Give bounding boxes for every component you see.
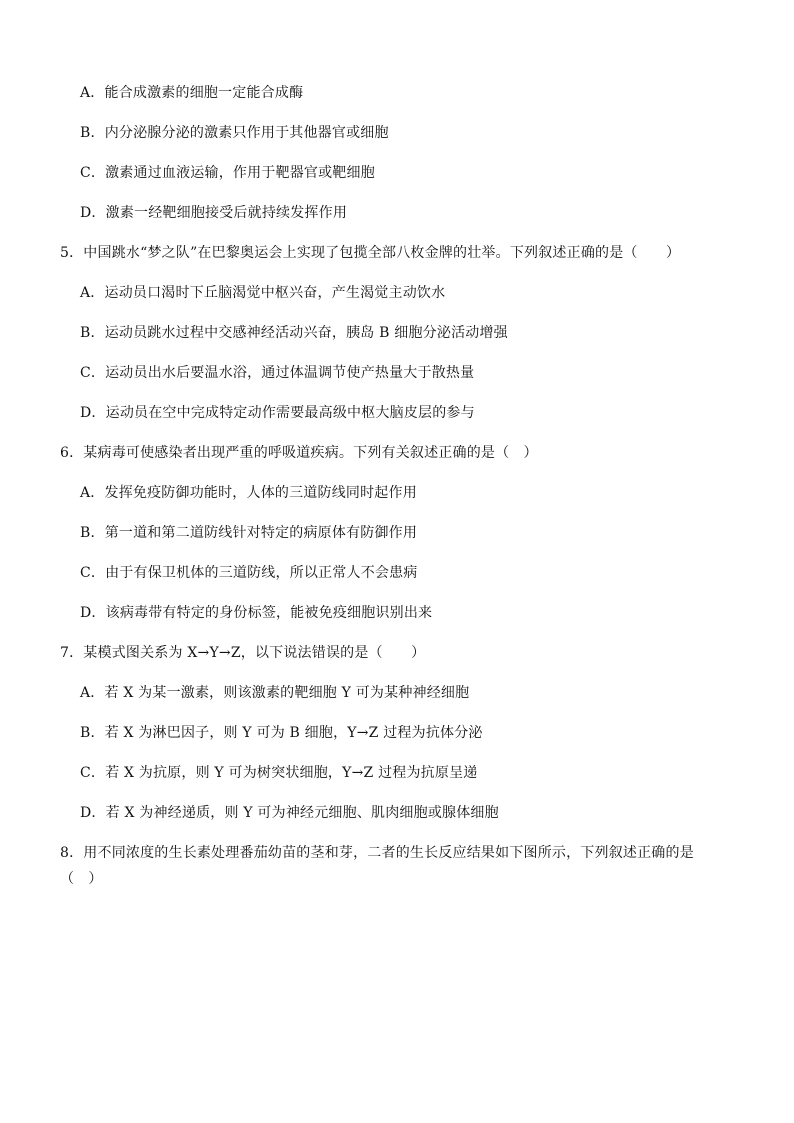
q5-option-a: A．运动员口渴时下丘脑渴觉中枢兴奋，产生渴觉主动饮水	[80, 285, 446, 301]
q6-option-a: A．发挥免疫防御功能时，人体的三道防线同时起作用	[80, 485, 417, 501]
q7-option-d: D．若 X 为神经递质，则 Y 可为神经元细胞、肌肉细胞或腺体细胞	[80, 805, 499, 821]
q5-option-b: B．运动员跳水过程中交感神经活动兴奋，胰岛 B 细胞分泌活动增强	[80, 325, 508, 341]
q7-option-c: C．若 X 为抗原，则 Y 可为树突状细胞，Y→Z 过程为抗原呈递	[80, 765, 478, 781]
q4-option-b: B．内分泌腺分泌的激素只作用于其他器官或细胞	[80, 125, 389, 141]
q6-option-c: C．由于有保卫机体的三道防线，所以正常人不会患病	[80, 565, 418, 581]
q5-option-c: C．运动员出水后要温水浴，通过体温调节使产热量大于散热量	[80, 365, 475, 381]
q6-option-b: B．第一道和第二道防线针对特定的病原体有防御作用	[80, 525, 418, 541]
q5-stem: 5．中国跳水“梦之队”在巴黎奥运会上实现了包揽全部八枚金牌的壮举。下列叙述正确的是（ ）	[60, 245, 681, 261]
q6-stem: 6．某病毒可使感染者出现严重的呼吸道疾病。下列有关叙述正确的是（ ）	[60, 445, 538, 461]
q7-stem: 7．某模式图关系为 X→Y→Z，以下说法错误的是（ ）	[60, 645, 426, 661]
q4-option-c: C．激素通过血液运输，作用于靶器官或靶细胞	[80, 165, 375, 181]
q4-option-a: A．能合成激素的细胞一定能合成酶	[80, 85, 304, 101]
q8-stem: 8．用不同浓度的生长素处理番茄幼苗的茎和芽，二者的生长反应结果如下图所示，下列叙述正确的是	[60, 845, 694, 861]
q7-option-a: A．若 X 为某一激素，则该激素的靶细胞 Y 可为某种神经细胞	[80, 685, 470, 701]
q4-option-d: D．激素一经靶细胞接受后就持续发挥作用	[80, 205, 348, 221]
q6-option-d: D．该病毒带有特定的身份标签，能被免疫细胞识别出来	[80, 605, 433, 621]
q8-stem-continuation: （ ）	[60, 871, 103, 887]
q5-option-d: D．运动员在空中完成特定动作需要最高级中枢大脑皮层的参与	[80, 405, 475, 421]
q7-option-b: B．若 X 为淋巴因子，则 Y 可为 B 细胞，Y→Z 过程为抗体分泌	[80, 725, 483, 741]
